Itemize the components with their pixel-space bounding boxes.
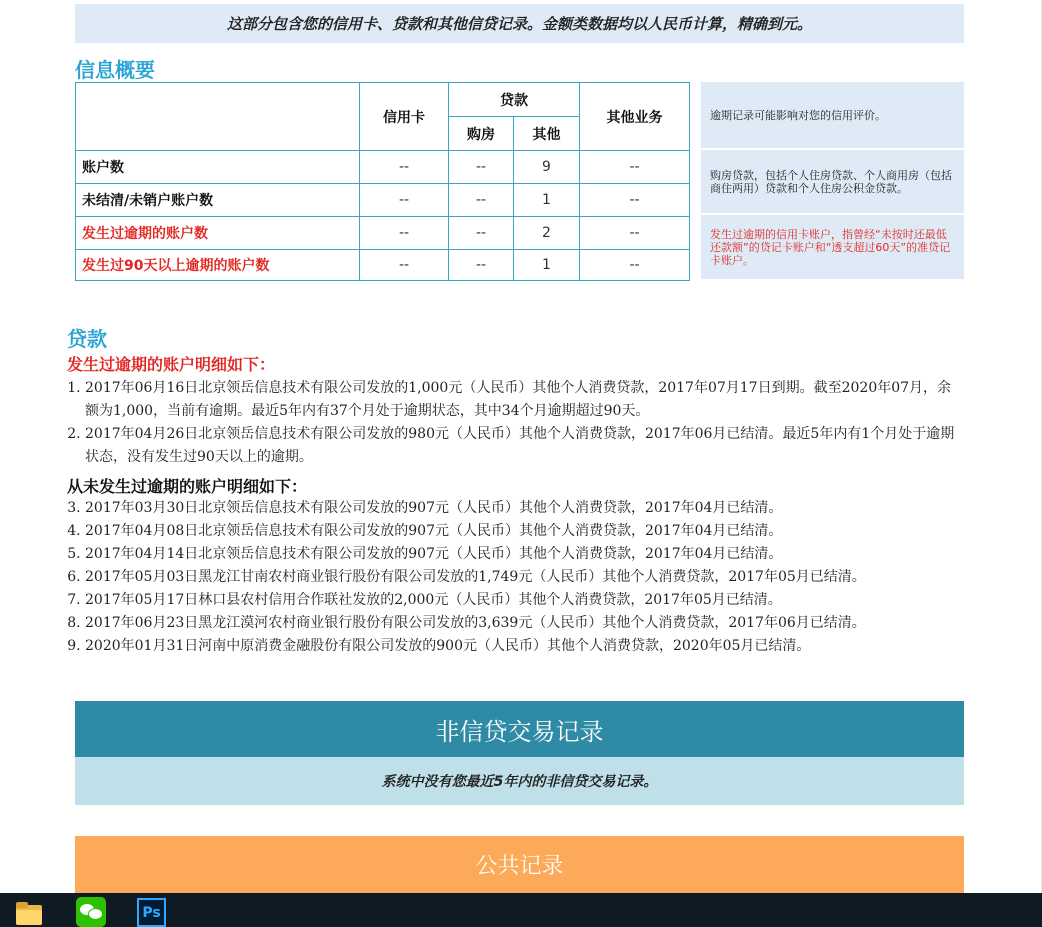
cell-value: -- (360, 250, 449, 281)
cell-value: -- (449, 217, 514, 250)
row-label: 账户数 (76, 151, 360, 184)
summary-title: 信息概要 (75, 58, 155, 82)
cell-value: -- (360, 184, 449, 217)
late-accounts-heading: 发生过逾期的账户明细如下： (67, 355, 276, 374)
cell-value: 9 (514, 151, 580, 184)
list-item: 2. 2017年04月26日北京领岳信息技术有限公司发放的980元（人民币）其他个人消费贷款，2017年06月已结清。最近5年内有1个月处于逾期状态，没有发生过90天以上的逾期。 (85, 423, 965, 469)
cell-value: -- (580, 151, 690, 184)
row-label-alert: 发生过逾期的账户数 (76, 217, 360, 250)
header-other-business: 其他业务 (580, 83, 690, 151)
cell-value: -- (360, 151, 449, 184)
photoshop-icon[interactable] (137, 897, 169, 927)
list-item: 8. 2017年06月23日黑龙江漠河农村商业银行股份有限公司发放的3,639元（人民币）其他个人消费贷款，2017年06月已结清。 (85, 612, 965, 635)
non-credit-message: 系统中没有您最近5年内的非信贷交易记录。 (75, 757, 964, 805)
folder-icon[interactable] (14, 897, 46, 927)
section-intro-bar: 这部分包含您的信用卡、贷款和其他信贷记录。金额类数据均以人民币计算，精确到元。 (75, 4, 964, 43)
header-credit-card: 信用卡 (360, 83, 449, 151)
cell-value: -- (580, 184, 690, 217)
list-item: 7. 2017年05月17日林口县农村信用合作联社发放的2,000元（人民币）其他个人消费贷款，2017年05月已结清。 (85, 589, 965, 612)
note-overdue-impact: 逾期记录可能影响对您的信用评价。 (701, 82, 964, 148)
header-loan: 贷款 (449, 83, 580, 117)
late-loan-list (85, 377, 965, 469)
row-label-alert: 发生过90天以上逾期的账户数 (76, 250, 360, 281)
list-item: 6. 2017年05月03日黑龙江甘南农村商业银行股份有限公司发放的1,749元（人民币）其他个人消费贷款，2017年05月已结清。 (85, 566, 965, 589)
cell-value: 1 (514, 250, 580, 281)
list-item: 9. 2020年01月31日河南中原消费金融股份有限公司发放的900元（人民币）其他个人消费贷款，2020年05月已结清。 (85, 635, 965, 658)
cell-value: 1 (514, 184, 580, 217)
summary-row (76, 184, 690, 217)
summary-row (76, 217, 690, 250)
summary-row (76, 250, 690, 281)
summary-table (75, 82, 690, 281)
clean-loan-list (85, 497, 965, 658)
loans-title: 贷款 (67, 327, 107, 351)
list-item: 1. 2017年06月16日北京领岳信息技术有限公司发放的1,000元（人民币）其他个人消费贷款，2017年07月17日到期。截至2020年07月，余额为1,000，当前有逾期。最近5年内有37个月处于逾期状态，其中34个月逾期超过90天。 (85, 377, 965, 423)
public-records-section-header: 公共记录 (75, 836, 964, 893)
windows-taskbar (0, 893, 1042, 927)
cell-value: -- (360, 217, 449, 250)
non-credit-section-header: 非信贷交易记录 (75, 701, 964, 757)
cell-value: -- (449, 250, 514, 281)
clean-accounts-heading: 从未发生过逾期的账户明细如下： (67, 477, 308, 496)
summary-corner-cell (76, 83, 360, 151)
list-item: 3. 2017年03月30日北京领岳信息技术有限公司发放的907元（人民币）其他个人消费贷款，2017年04月已结清。 (85, 497, 965, 520)
cell-value: -- (449, 151, 514, 184)
note-housing-loan: 购房贷款，包括个人住房贷款、个人商用房（包括商住两用）贷款和个人住房公积金贷款。 (701, 150, 964, 213)
cell-value: -- (449, 184, 514, 217)
summary-row (76, 151, 690, 184)
cell-value: -- (580, 217, 690, 250)
wechat-icon[interactable] (76, 897, 108, 927)
list-item: 4. 2017年04月08日北京领岳信息技术有限公司发放的907元（人民币）其他个人消费贷款，2017年04月已结清。 (85, 520, 965, 543)
header-housing: 购房 (449, 117, 514, 151)
note-credit-card-overdue: 发生过逾期的信用卡账户，指曾经“未按时还最低还款额”的贷记卡账户和“透支超过60天”的准贷记卡账户。 (701, 215, 964, 279)
cell-value: 2 (514, 217, 580, 250)
row-label: 未结清/未销户账户数 (76, 184, 360, 217)
header-other: 其他 (514, 117, 580, 151)
photoshop-icon-label: Ps (137, 898, 166, 927)
cell-value: -- (580, 250, 690, 281)
list-item: 5. 2017年04月14日北京领岳信息技术有限公司发放的907元（人民币）其他个人消费贷款，2017年04月已结清。 (85, 543, 965, 566)
